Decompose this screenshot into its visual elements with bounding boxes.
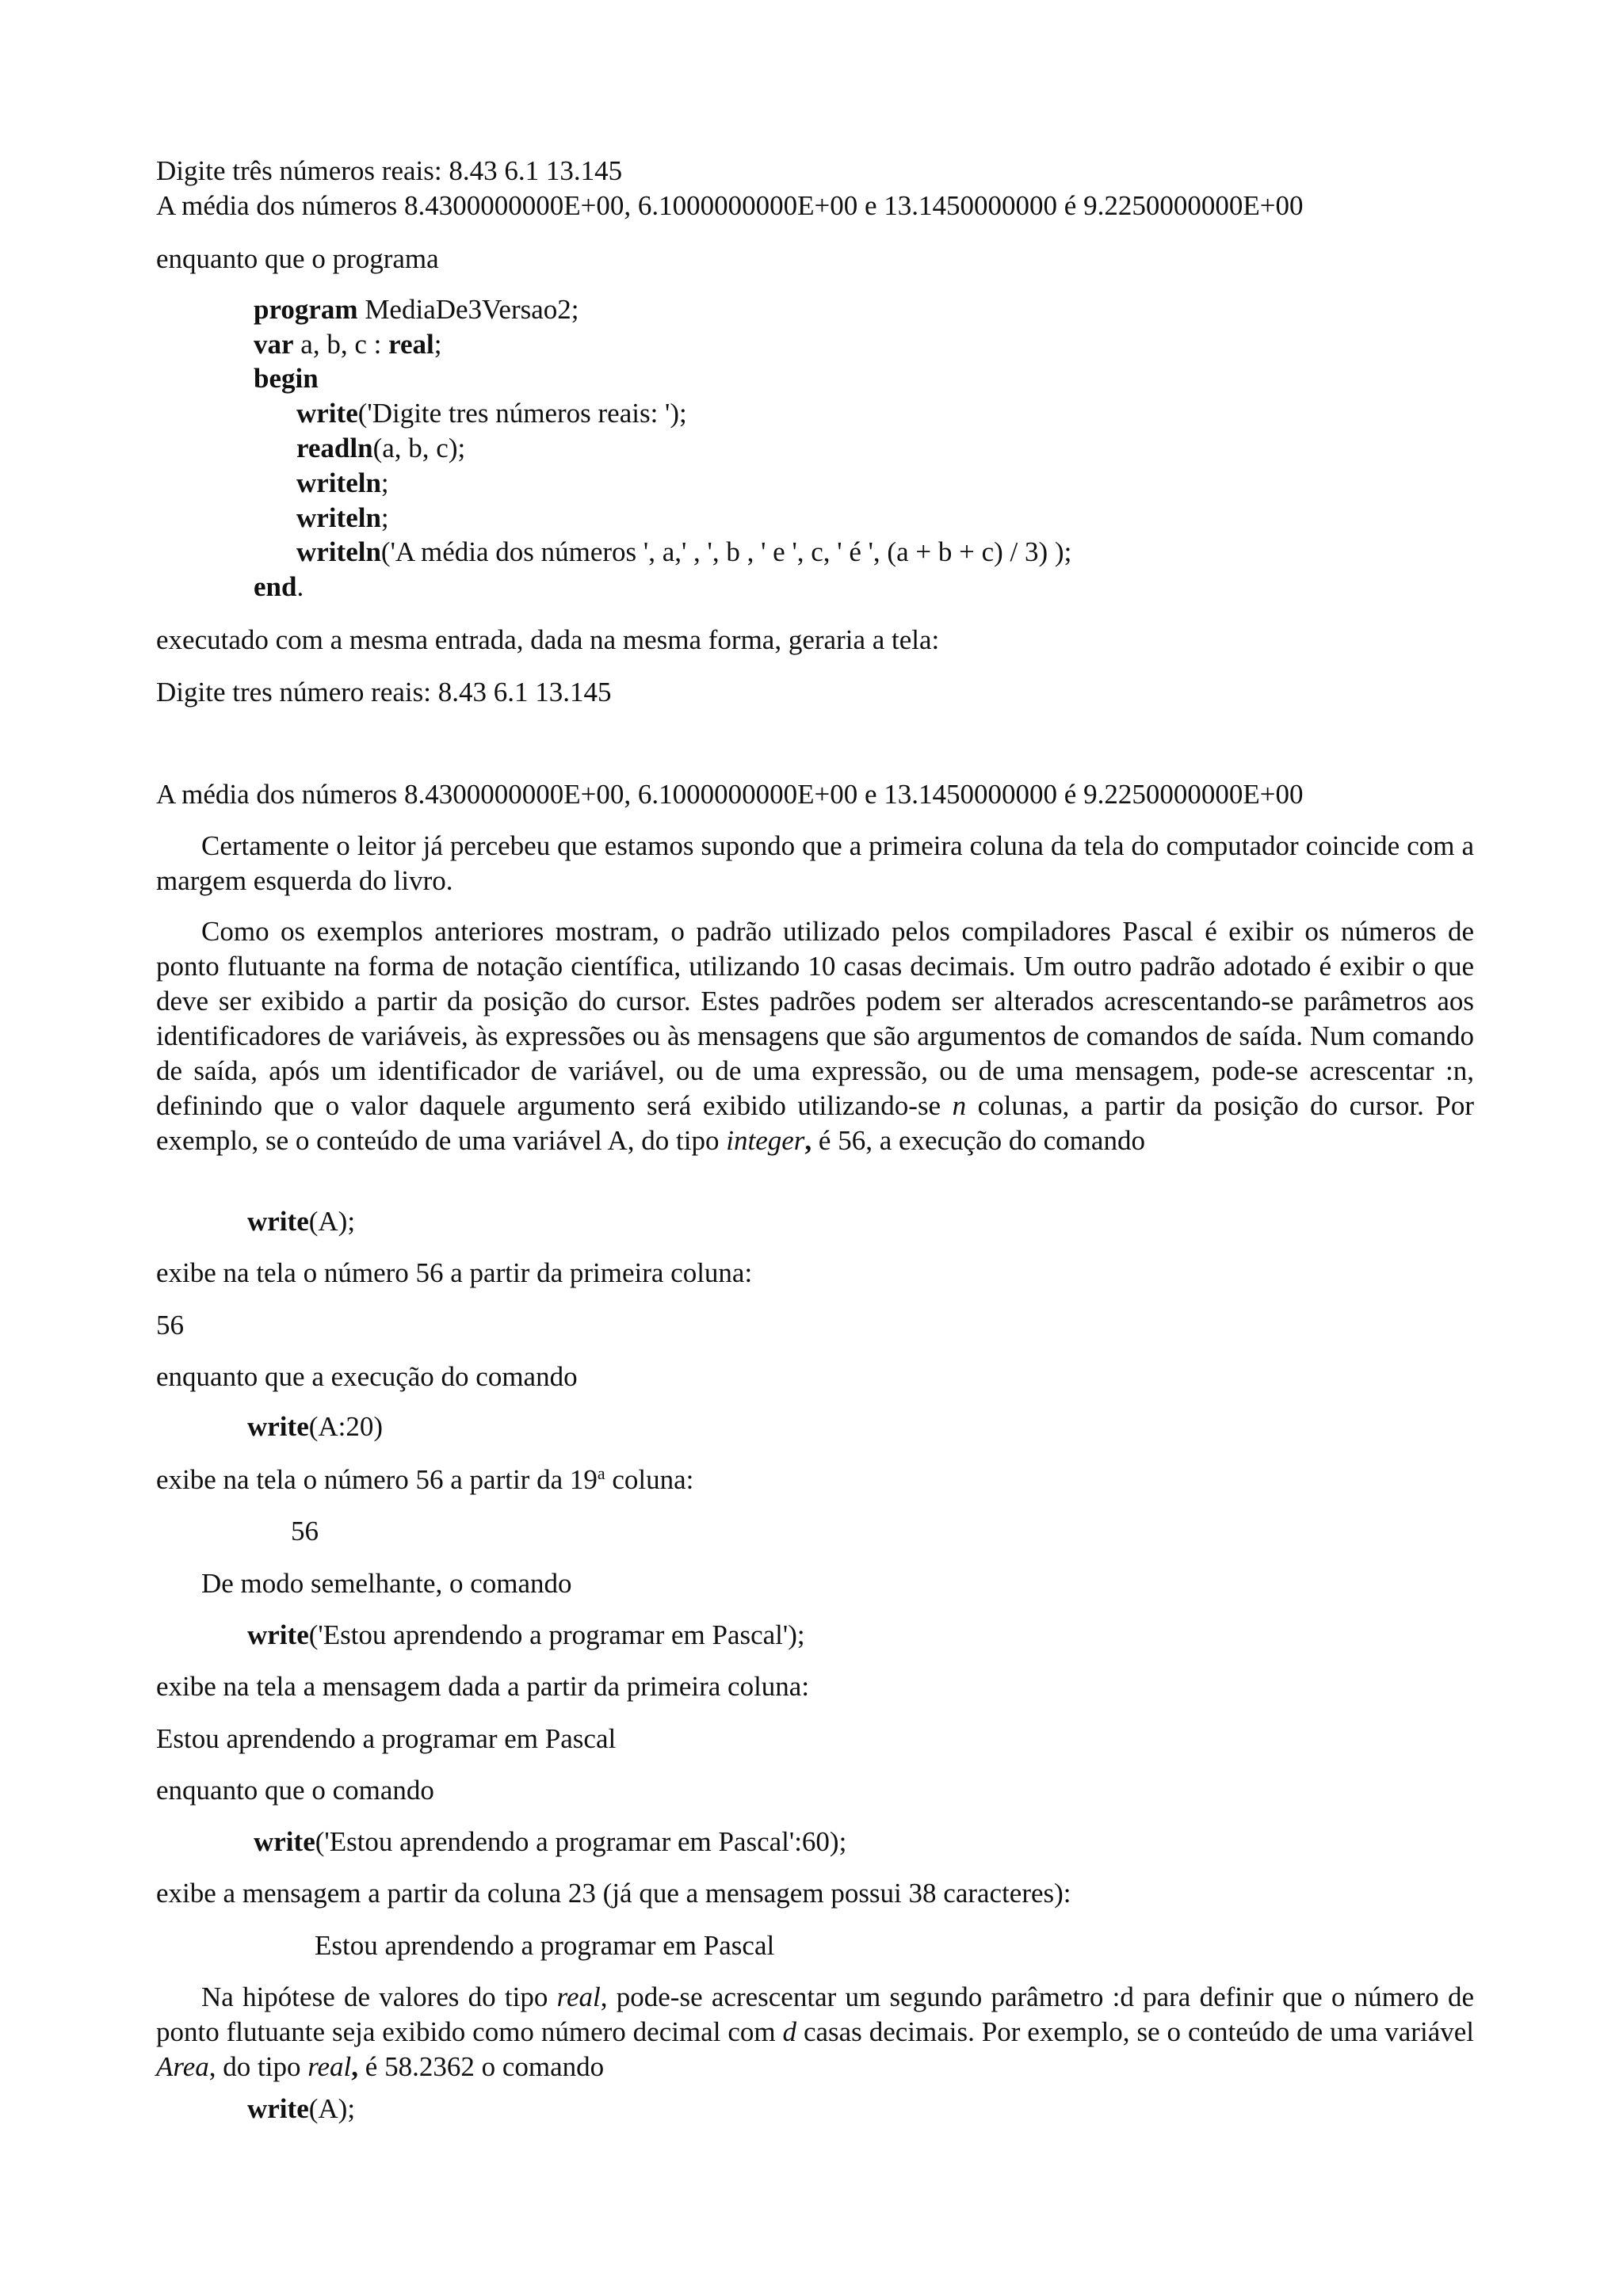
paragraph [156, 1980, 1474, 2084]
keyword: write [247, 1411, 309, 1442]
text-run: casas decimais. Por exemplo, se o conteúdo de uma variável [796, 2016, 1474, 2047]
output-message: Estou aprendendo a programar em Pascal [156, 1723, 617, 1754]
body-text: exibe na tela o número 56 a partir da primeira coluna: [156, 1257, 753, 1288]
text-run: Na hipótese de valores do tipo [201, 1981, 557, 2012]
keyword: readln [296, 433, 373, 463]
code-text: ; [380, 467, 389, 498]
text-run: exibe na tela o número 56 a partir da 19 [156, 1464, 598, 1495]
paragraph [156, 914, 1474, 1158]
program-line [296, 466, 389, 501]
code-text: ; [433, 329, 442, 360]
bold-run: , [804, 1125, 812, 1156]
output-line-1: Digite três números reais: 8.43 6.1 13.145 [156, 155, 623, 186]
paragraph-text: Certamente o leitor já percebeu que estamos supondo que a primeira coluna da tela do computador coincide com a margem esquerda do livro. [156, 830, 1474, 896]
bold-run: , [351, 2051, 359, 2082]
code-line [247, 1409, 383, 1444]
italic-run: d [782, 2016, 797, 2047]
code-text: ('Estou aprendendo a programar em Pascal'); [308, 1619, 805, 1650]
output-value: 56 [156, 1310, 184, 1341]
keyword: program [254, 294, 358, 325]
text-run: é 56, a execução do comando [812, 1125, 1145, 1156]
keyword: write [247, 1206, 309, 1237]
code-text: (A); [308, 2093, 356, 2124]
italic-run: Area [156, 2051, 209, 2082]
body-text: enquanto que o comando [156, 1775, 434, 1806]
keyword: write [254, 1826, 315, 1857]
body-text: De modo semelhante, o comando [201, 1568, 572, 1599]
keyword: writeln [296, 467, 381, 498]
code-line [247, 1618, 805, 1653]
body-text [156, 1463, 693, 1497]
output-value: 56 [291, 1516, 319, 1547]
output-message: Estou aprendendo a programar em Pascal [315, 1930, 775, 1961]
keyword: begin [254, 363, 319, 394]
keyword: real [388, 329, 434, 360]
text-run: Como os exemplos anteriores mostram, o padrão utilizado pelos compiladores Pascal é exibir os números de ponto flutuante na forma de notação científica, utilizando 10 casas decimais. Um outro padrão adotado é exibir o que deve ser exibido a partir da posição do cursor. Estes padrões podem ser alterados acrescentando-se parâmetros aos identificadores de variáveis, às expressões ou às mensagens que são argumentos de comandos de saída. Num comando de saída, após um identificador de variável, ou de uma expressão, ou de uma mensagem, pode-se acrescentar :n, definindo que o valor daquele argumento será exibido utilizando-se [156, 916, 1474, 1121]
program-line [296, 396, 687, 431]
paragraph-text [156, 914, 1474, 1158]
code-text: ('Digite tres números reais: '); [357, 398, 687, 429]
keyword: var [254, 329, 294, 360]
program-line [254, 327, 442, 362]
keyword: writeln [296, 502, 381, 533]
paragraph [156, 829, 1474, 898]
code-text: ('A média dos números ', a,' , ', b , ' e ', c, ' é ', (a + b + c) / 3) ); [380, 536, 1072, 567]
program-line [296, 431, 465, 466]
body-text: exibe a mensagem a partir da coluna 23 (já que a mensagem possui 38 caracteres): [156, 1878, 1071, 1909]
keyword: write [247, 2093, 309, 2124]
keyword: end [254, 571, 297, 602]
code-text: ('Estou aprendendo a programar em Pascal':60); [315, 1826, 847, 1857]
paragraph-text [156, 1980, 1474, 2084]
code-text: ; [380, 502, 389, 533]
code-text: (a, b, c); [372, 433, 466, 463]
code-text: a, b, c : [293, 329, 389, 360]
keyword: write [247, 1619, 309, 1650]
program-line [254, 292, 579, 327]
body-text: enquanto que a execução do comando [156, 1361, 578, 1392]
program-line [296, 501, 389, 536]
text-run: colunas, a partir da posição do cursor. Por exemplo, se o conteúdo de uma variável A, do tipo [156, 1090, 1474, 1156]
italic-run: real [556, 1981, 601, 2012]
body-text: exibe na tela a mensagem dada a partir da primeira coluna: [156, 1671, 810, 1702]
text-run: é 58.2362 o comando [358, 2051, 605, 2082]
program-line [254, 570, 304, 605]
italic-run: n [952, 1090, 967, 1121]
code-line [254, 1825, 846, 1859]
text-run: coluna: [605, 1464, 694, 1495]
code-text: MediaDe3Versao2; [357, 294, 579, 325]
code-text: (A:20) [308, 1411, 384, 1442]
output-line-2: A média dos números 8.4300000000E+00, 6.1000000000E+00 e 13.1450000000 é 9.2250000000E+00 [156, 190, 1304, 221]
italic-run: integer [726, 1125, 805, 1156]
text-run: , do tipo [208, 2051, 308, 2082]
program-line [296, 535, 1071, 570]
keyword: writeln [296, 536, 381, 567]
code-text: (A); [308, 1206, 356, 1237]
executed-text: executado com a mesma entrada, dada na mesma forma, geraria a tela: [156, 624, 940, 655]
code-line [247, 1204, 355, 1239]
superscript: a [597, 1463, 605, 1483]
output2-line-1: Digite tres número reais: 8.43 6.1 13.145 [156, 677, 612, 707]
program-line [254, 361, 319, 396]
code-line [247, 2092, 355, 2126]
code-text: . [296, 571, 304, 602]
intro-text: enquanto que o programa [156, 243, 439, 274]
italic-run: real [307, 2051, 352, 2082]
keyword: write [296, 398, 358, 429]
output2-line-2: A média dos números 8.4300000000E+00, 6.1000000000E+00 e 13.1450000000 é 9.2250000000E+00 [156, 779, 1304, 810]
text-run: , pode-se acrescentar um segundo parâmetro :d para definir que o número de ponto flutuante seja exibido como número decimal com [156, 1981, 1474, 2047]
